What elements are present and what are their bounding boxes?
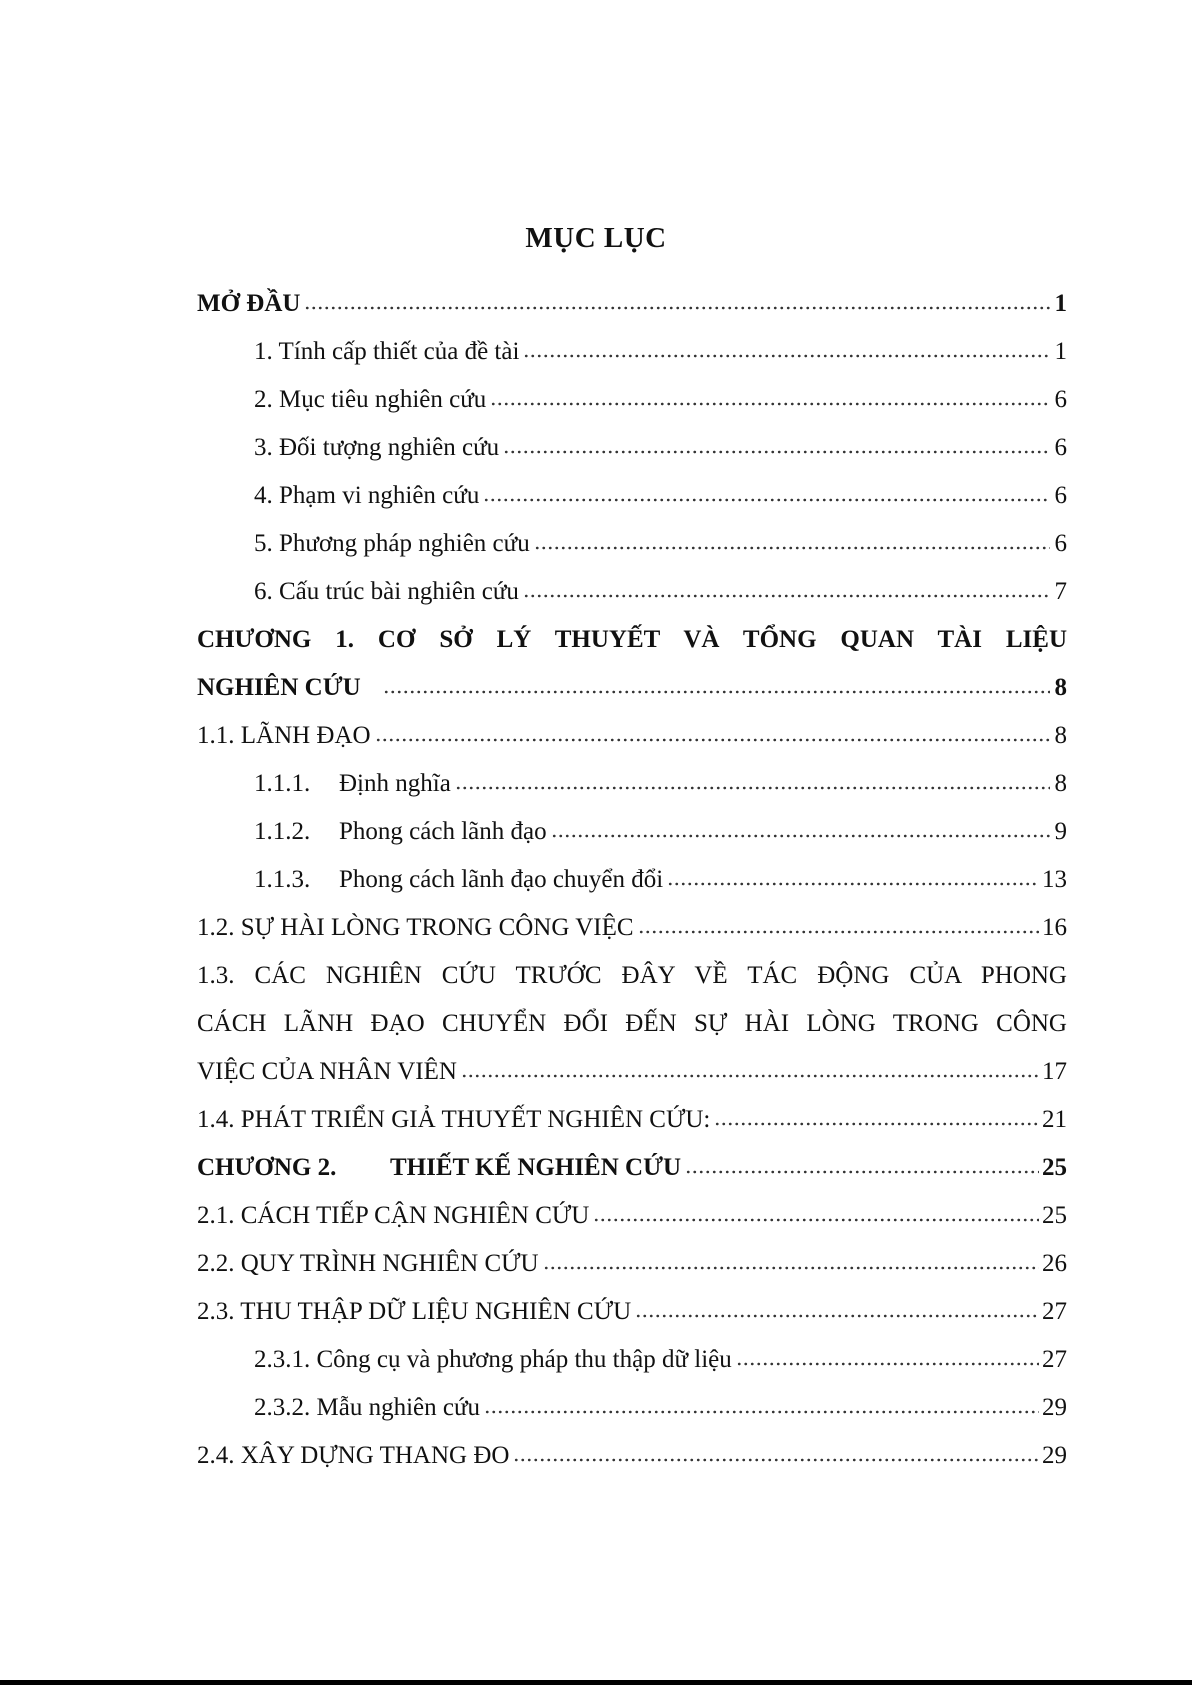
toc-page-number: 13 <box>1042 866 1067 893</box>
dot-leader <box>483 481 1050 504</box>
dot-leader <box>736 1345 1039 1368</box>
toc-chapter-1-line1[interactable]: CHƯƠNG 1. CƠ SỞ LÝ THUYẾT VÀ TỔNG QUAN TÀI LIỆU <box>197 626 1067 653</box>
dot-leader <box>490 385 1050 408</box>
toc-entry-1-2[interactable] <box>197 904 1067 952</box>
toc-entry-label: 2.3.2. Mẫu nghiên cứu <box>254 1394 481 1421</box>
toc-entry-label: 2.2. QUY TRÌNH NGHIÊN CỨU <box>197 1250 539 1277</box>
toc-title: MỤC LỤC <box>525 222 667 254</box>
toc-entry-label: 3. Đối tượng nghiên cứu <box>254 434 500 461</box>
toc-page-number: 29 <box>1042 1394 1067 1421</box>
toc-entry-1-1[interactable] <box>197 712 1067 760</box>
dot-leader <box>685 1153 1039 1176</box>
toc-entry-number: 1.1.2. <box>254 818 311 845</box>
toc-page-number: 6 <box>1054 386 1067 413</box>
toc-entry-1-3[interactable] <box>197 1048 1067 1096</box>
toc-entry-label: NGHIÊN CỨU <box>197 674 361 701</box>
toc-page-number: 6 <box>1054 434 1067 461</box>
toc-page-number: 8 <box>1054 674 1067 701</box>
toc-page-number: 17 <box>1042 1058 1067 1085</box>
toc-entry-number: 1.1.3. <box>254 866 311 893</box>
toc-page-number: 6 <box>1054 482 1067 509</box>
toc-entry-label: 2.1. CÁCH TIẾP CẬN NGHIÊN CỨU <box>197 1202 590 1229</box>
toc-entry-label: Phong cách lãnh đạo chuyển đổi <box>339 866 664 893</box>
table-of-contents <box>197 280 1067 1480</box>
toc-page-number: 25 <box>1042 1202 1067 1229</box>
toc-entry-chapter-1[interactable] <box>197 664 1067 712</box>
toc-entry-chapter-2[interactable] <box>197 1144 1067 1192</box>
toc-entry-label: 6. Cấu trúc bài nghiên cứu <box>254 578 519 605</box>
toc-page-number: 21 <box>1042 1106 1067 1133</box>
toc-page-number: 27 <box>1042 1346 1067 1373</box>
toc-page-number: 9 <box>1054 818 1067 845</box>
toc-page-number: 29 <box>1042 1442 1067 1469</box>
dot-leader <box>304 289 1050 312</box>
toc-entry-mo-dau[interactable] <box>197 280 1067 328</box>
toc-entry-1-1-3[interactable] <box>197 856 1067 904</box>
toc-entry-2-3[interactable] <box>197 1288 1067 1336</box>
dot-leader <box>543 1249 1039 1272</box>
toc-entry-2-2[interactable] <box>197 1240 1067 1288</box>
dot-leader <box>513 1441 1039 1464</box>
dot-leader <box>484 1393 1039 1416</box>
toc-entry-6[interactable] <box>197 568 1067 616</box>
toc-entry-label: 1. Tính cấp thiết của đề tài <box>254 338 520 365</box>
dot-leader <box>523 577 1050 600</box>
toc-entry-number: 1.1.1. <box>254 770 311 797</box>
dot-leader <box>635 1297 1039 1320</box>
dot-leader <box>383 673 1050 696</box>
toc-page-number: 1 <box>1054 338 1067 365</box>
toc-entry-label: 2.3.1. Công cụ và phương pháp thu thập dữ liệu <box>254 1346 732 1373</box>
page-bottom-edge <box>0 1680 1192 1685</box>
toc-page-number: 26 <box>1042 1250 1067 1277</box>
toc-page-number: 8 <box>1054 722 1067 749</box>
dot-leader <box>503 433 1050 456</box>
toc-entry-label: 1.4. PHÁT TRIỂN GIẢ THUYẾT NGHIÊN CỨU: <box>197 1106 711 1133</box>
toc-entry-label: 2.3. THU THẬP DỮ LIỆU NGHIÊN CỨU <box>197 1298 632 1325</box>
toc-page-number: 8 <box>1054 770 1067 797</box>
toc-entry-1-1-1[interactable] <box>197 760 1067 808</box>
toc-entry-label: 2.4. XÂY DỰNG THANG ĐO <box>197 1442 510 1469</box>
dot-leader <box>534 529 1050 552</box>
toc-page-number: 25 <box>1042 1154 1067 1181</box>
toc-entry-label: 5. Phương pháp nghiên cứu <box>254 530 530 557</box>
toc-entry-2-3-1[interactable] <box>197 1336 1067 1384</box>
dot-leader <box>714 1105 1039 1128</box>
toc-entry-label: 1.1. LÃNH ĐẠO <box>197 722 371 749</box>
toc-page-number: 1 <box>1054 290 1067 317</box>
dot-leader <box>638 913 1039 936</box>
toc-entry-2-1[interactable] <box>197 1192 1067 1240</box>
toc-page-number: 7 <box>1054 578 1067 605</box>
toc-page-number: 16 <box>1042 914 1067 941</box>
dot-leader <box>593 1201 1039 1224</box>
toc-entry-label: THIẾT KẾ NGHIÊN CỨU <box>390 1154 682 1181</box>
toc-page-number: 6 <box>1054 530 1067 557</box>
toc-1-3-line1[interactable]: 1.3. CÁC NGHIÊN CỨU TRƯỚC ĐÂY VỀ TÁC ĐỘNG CỦA PHONG <box>197 962 1067 989</box>
toc-entry-2-3-2[interactable] <box>197 1384 1067 1432</box>
toc-entry-1-1-2[interactable] <box>197 808 1067 856</box>
dot-leader <box>455 769 1050 792</box>
toc-entry-4[interactable] <box>197 472 1067 520</box>
toc-1-3-line2[interactable]: CÁCH LÃNH ĐẠO CHUYỂN ĐỔI ĐẾN SỰ HÀI LÒNG TRONG CÔNG <box>197 1010 1067 1037</box>
toc-entry-3[interactable] <box>197 424 1067 472</box>
toc-entry-label: Phong cách lãnh đạo <box>339 818 547 845</box>
dot-leader <box>551 817 1050 840</box>
toc-entry-2-4[interactable] <box>197 1432 1067 1480</box>
dot-leader <box>375 721 1050 744</box>
toc-entry-label: 4. Phạm vi nghiên cứu <box>254 482 480 509</box>
dot-leader <box>461 1057 1039 1080</box>
toc-entry-1-4[interactable] <box>197 1096 1067 1144</box>
toc-entry-number: CHƯƠNG 2. <box>197 1154 337 1181</box>
dot-leader <box>523 337 1050 360</box>
toc-entry-label: 1.2. SỰ HÀI LÒNG TRONG CÔNG VIỆC <box>197 914 634 941</box>
toc-page-number: 27 <box>1042 1298 1067 1325</box>
toc-entry-label: VIỆC CỦA NHÂN VIÊN <box>197 1058 457 1085</box>
toc-entry-2[interactable] <box>197 376 1067 424</box>
toc-entry-label: 2. Mục tiêu nghiên cứu <box>254 386 487 413</box>
dot-leader <box>667 865 1039 888</box>
toc-entry-label: Định nghĩa <box>339 770 451 797</box>
toc-entry-label: MỞ ĐẦU <box>197 290 301 317</box>
toc-entry-1[interactable] <box>197 328 1067 376</box>
toc-entry-5[interactable] <box>197 520 1067 568</box>
